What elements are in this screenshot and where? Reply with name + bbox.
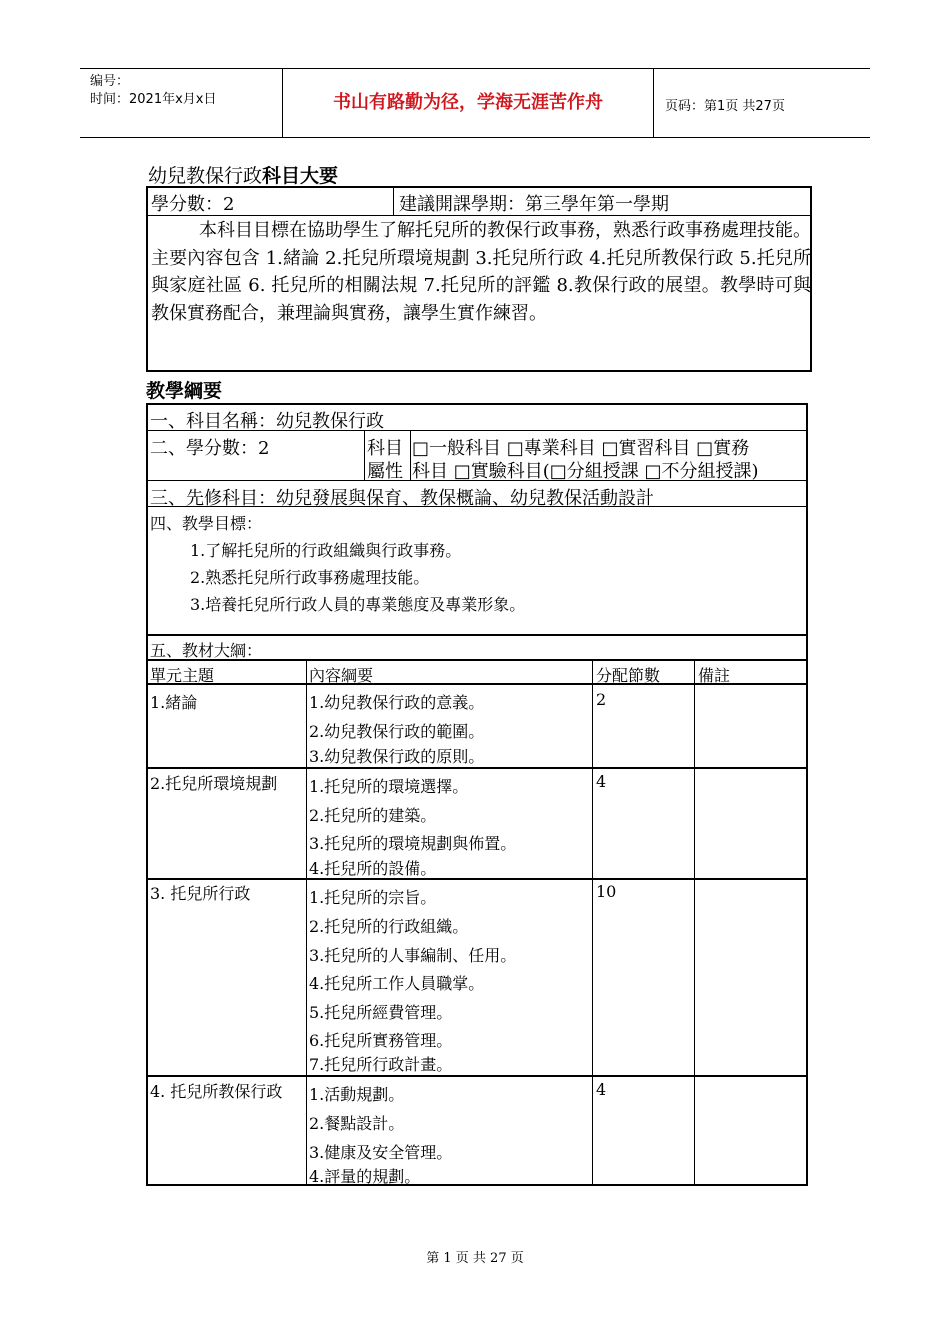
summary-description: 本科目目標在協助學生了解托兒所的教保行政事務，熟悉行政事務處理技能。主要內容包含 1.緒論 2.托兒所環境規劃 3.托兒所行政 4.托兒所教保行政 5.托兒所與家庭社區 6. 托兒所的相關法規 7.托兒所的評鑑 8.教保行政的展望。教學時可與教保實務配合，兼理論與實務，讓學生實作練習。 <box>151 220 811 324</box>
outline-credits: 二、學分數：2 <box>150 438 270 459</box>
column-header-content: 內容綱要 <box>309 666 374 685</box>
attr-line-1: □一般科目 □專業科目 □實習科目 □實務 <box>412 438 750 459</box>
unit-item: 1.托兒所的環境選擇。 <box>309 777 469 796</box>
summary-credits: 學分數：2 <box>151 194 235 215</box>
unit-item: 1.活動規劃。 <box>309 1085 405 1104</box>
time-label: 时间：2021年x月x日 <box>90 92 217 107</box>
unit-item: 4.托兒所的設備。 <box>309 859 437 878</box>
unit-name: 4. 托兒所教保行政 <box>150 1082 283 1101</box>
attr-label-1: 科目 <box>367 438 403 459</box>
unit-item: 3.托兒所的人事編制、任用。 <box>309 946 517 965</box>
page-footer: 第 1 页 共 27 页 <box>426 1251 524 1266</box>
summary-term: 建議開課學期：第三學年第一學期 <box>399 194 669 215</box>
unit-item: 3.幼兒教保行政的原則。 <box>309 747 485 766</box>
objectives-title: 四、教學目標： <box>150 514 263 533</box>
header-page-info: 页码：第1页 共27页 <box>665 99 785 114</box>
unit-item: 2.托兒所的行政組織。 <box>309 917 469 936</box>
unit-item: 1.幼兒教保行政的意義。 <box>309 693 485 712</box>
title-normal: 幼兒教保行政 <box>148 165 263 187</box>
unit-item: 7.托兒所行政計畫。 <box>309 1055 453 1074</box>
unit-name: 2.托兒所環境規劃 <box>150 774 278 793</box>
unit-name: 3. 托兒所行政 <box>150 884 251 903</box>
unit-item: 6.托兒所實務管理。 <box>309 1031 453 1050</box>
unit-hours: 2 <box>596 690 607 709</box>
unit-item: 3.托兒所的環境規劃與佈置。 <box>309 834 517 853</box>
objective-item: 2.熟悉托兒所行政事務處理技能。 <box>190 568 430 587</box>
header-motto: 书山有路勤为径，学海无涯苦作舟 <box>282 69 654 137</box>
attr-label-2: 屬性 <box>367 461 403 482</box>
unit-hours: 10 <box>596 882 617 901</box>
unit-hours: 4 <box>596 1080 607 1099</box>
unit-item: 4.托兒所工作人員職掌。 <box>309 974 485 993</box>
unit-name: 1.緒論 <box>150 693 198 712</box>
prerequisites: 三、先修科目：幼兒發展與保育、教保概論、幼兒教保活動設計 <box>150 488 654 509</box>
header-meta <box>80 69 282 137</box>
unit-item: 5.托兒所經費管理。 <box>309 1003 453 1022</box>
outline-table <box>146 403 808 1186</box>
title-bold: 科目大要 <box>262 165 339 187</box>
section-heading: 教學綱要 <box>146 380 223 402</box>
objective-item: 1.了解托兒所的行政組織與行政事務。 <box>190 541 462 560</box>
unit-item: 4.評量的規劃。 <box>309 1167 421 1186</box>
unit-item: 2.幼兒教保行政的範圍。 <box>309 722 485 741</box>
number-label: 编号： <box>90 74 130 89</box>
column-header-hours: 分配節數 <box>596 666 661 685</box>
column-header-notes: 備註 <box>698 666 731 685</box>
unit-item: 3.健康及安全管理。 <box>309 1143 453 1162</box>
subject-name: 一、科目名稱：幼兒教保行政 <box>150 411 384 432</box>
unit-item: 2.托兒所的建築。 <box>309 806 437 825</box>
unit-item: 2.餐點設計。 <box>309 1114 405 1133</box>
summary-header-row <box>148 188 810 216</box>
column-header-unit: 單元主題 <box>150 666 215 685</box>
unit-hours: 4 <box>596 772 607 791</box>
course-summary-box <box>146 186 812 372</box>
objective-item: 3.培養托兒所行政人員的專業態度及專業形象。 <box>190 595 526 614</box>
attr-line-2: 科目 □實驗科目(□分組授課 □不分組授課) <box>412 461 759 482</box>
document-header <box>80 68 870 138</box>
page-title <box>148 161 338 188</box>
unit-item: 1.托兒所的宗旨。 <box>309 888 437 907</box>
materials-title: 五、教材大綱： <box>150 641 263 660</box>
